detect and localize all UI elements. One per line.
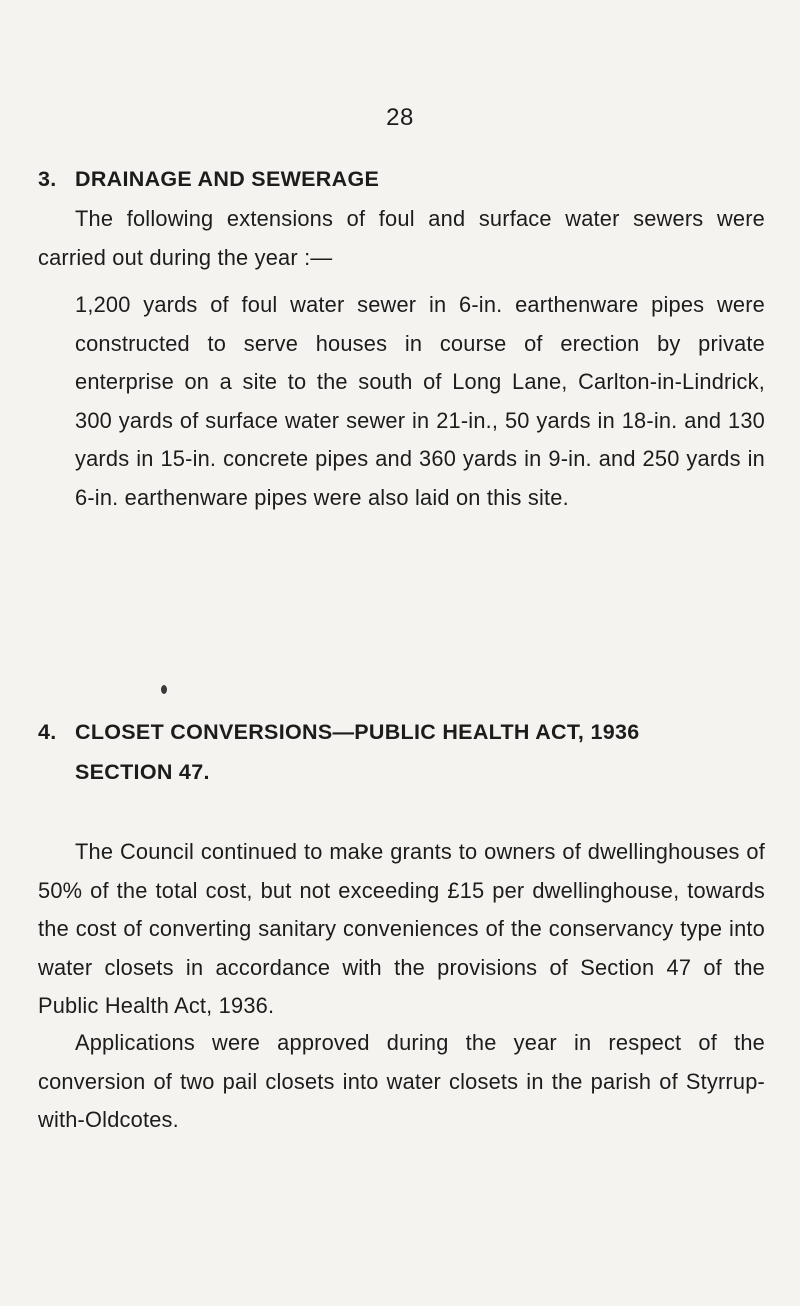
section-4-grants-paragraph: The Council continued to make grants to owners of dwellinghouses of 50% of the total cost, but not exceeding £15 per dwellinghouse, towards the cost of converting sanitary conveniences of the conservancy type into water closets in accordance with the provisions of Section 47 of the Public Health Act, 1936. <box>38 839 765 1019</box>
section-4-subheading: SECTION 47. <box>75 760 210 784</box>
section-4-heading <box>38 718 640 746</box>
section-3-title: DRAINAGE AND SEWERAGE <box>75 167 380 191</box>
section-3-number: 3. <box>38 167 57 191</box>
section-3-heading <box>38 165 379 193</box>
section-3-detail: 1,200 yards of foul water sewer in 6-in. earthenware pipes were constructed to serve houses in course of erection by private enterprise on a site to the south of Long Lane, Carlton-in-Lindrick, 300 yards of surface water sewer in 21-in., 50 yards in 18-in. and 130 yards in 15-in. concrete pipes and 360 yards in 9-in. and 250 yards in 6-in. earthenware pipes were also laid on this site. <box>75 292 765 510</box>
section-4-number: 4. <box>38 720 57 744</box>
section-3-intro: The following extensions of foul and surface water sewers were carried out during the year :— <box>38 206 765 270</box>
scan-speck <box>161 685 167 694</box>
section-4-applications-paragraph: Applications were approved during the year in respect of the conversion of two pail closets into water closets in the parish of Styrrup-with-Oldcotes. <box>38 1030 765 1133</box>
section-4-title: CLOSET CONVERSIONS—PUBLIC HEALTH ACT, 1936 <box>75 720 640 744</box>
page-number: 28 <box>386 104 414 131</box>
